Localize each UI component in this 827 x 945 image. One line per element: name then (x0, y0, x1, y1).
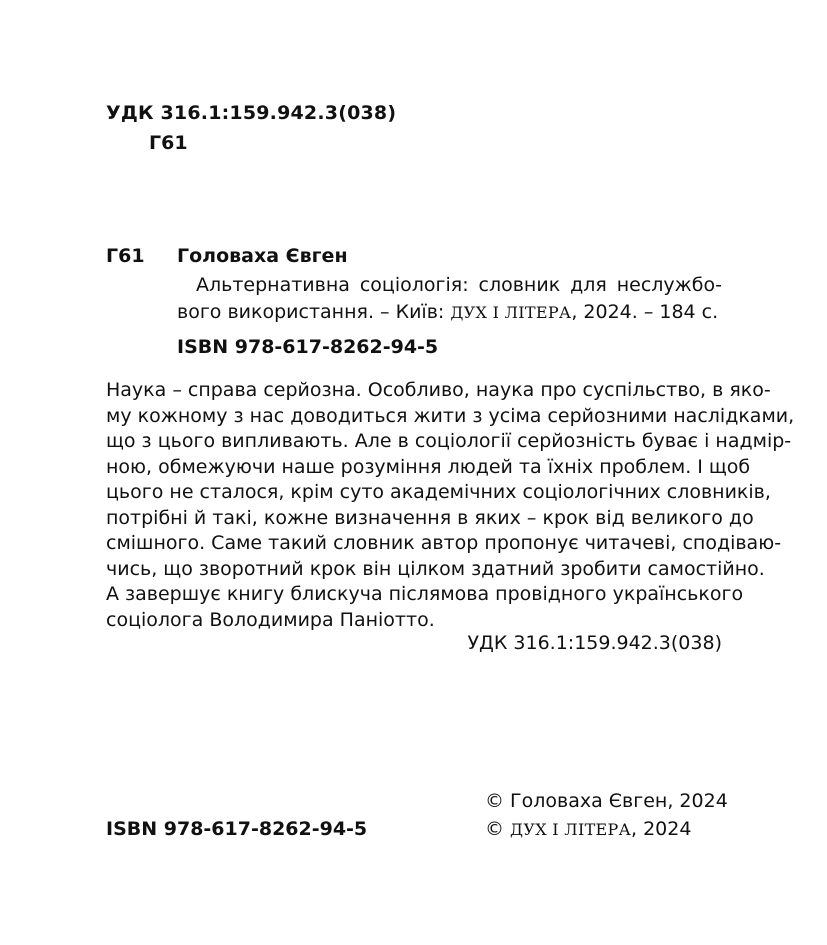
publisher-name: ДУХ І ЛІТЕРА (450, 303, 572, 322)
annotation-line: А завершує книгу блискуча післямова провідного українського (106, 583, 744, 605)
annotation-line: му кожному з нас доводиться жити з усіма серйозними наслідками, (106, 404, 795, 427)
annotation-line: соціолога Володимира Паніотто. (106, 608, 435, 631)
annotation-line: цього не сталося, крім суто академічних соціологічних словників, (106, 481, 771, 503)
biblio-text: , 2024. – 184 с. (571, 301, 719, 323)
annotation-line: потрібні й такі, кожне визначення в яких – крок від великого до (106, 506, 754, 529)
biblio-line (177, 299, 722, 326)
annotation-line: смішного. Саме такий словник автор пропонує читачеві, сподіваю- (106, 532, 782, 554)
annotation-line: що з цього випливають. Але в соціології серйозність буває і надмір- (106, 430, 792, 452)
biblio-line: Альтернативна соціологія: словник для неслужбо- (196, 274, 722, 296)
entry-author-mark: Г61 (106, 245, 145, 267)
author-mark-header: Г61 (149, 132, 188, 154)
entry-isbn: ISBN 978-617-8262-94-5 (177, 336, 439, 358)
annotation-line: Наука – справа серйозна. Особливо, наука про суспільство, в яко- (106, 379, 771, 401)
copyright-publisher (485, 818, 691, 840)
publisher-name: ДУХ І ЛІТЕРА (510, 820, 632, 839)
entry-author-name: Головаха Євген (177, 245, 348, 267)
annotation-text (106, 378, 795, 633)
bibliographic-description (177, 272, 722, 326)
udk-code-header: УДК 316.1:159.942.3(038) (106, 102, 397, 124)
footer-isbn: ISBN 978-617-8262-94-5 (106, 818, 368, 840)
annotation-line: чись, що зворотний крок він цілком здатний зробити самостійно. (106, 557, 765, 580)
copyright-year: , 2024 (631, 818, 692, 840)
biblio-text: вого використання. – Київ: (177, 301, 451, 323)
copyright-author: © Головаха Євген, 2024 (485, 790, 728, 812)
annotation-line: ною, обмежуючи наше розуміння людей та їхніх проблем. І щоб (106, 455, 751, 478)
annotation-udk: УДК 316.1:159.942.3(038) (467, 632, 722, 654)
copyright-sign: © (485, 818, 511, 840)
